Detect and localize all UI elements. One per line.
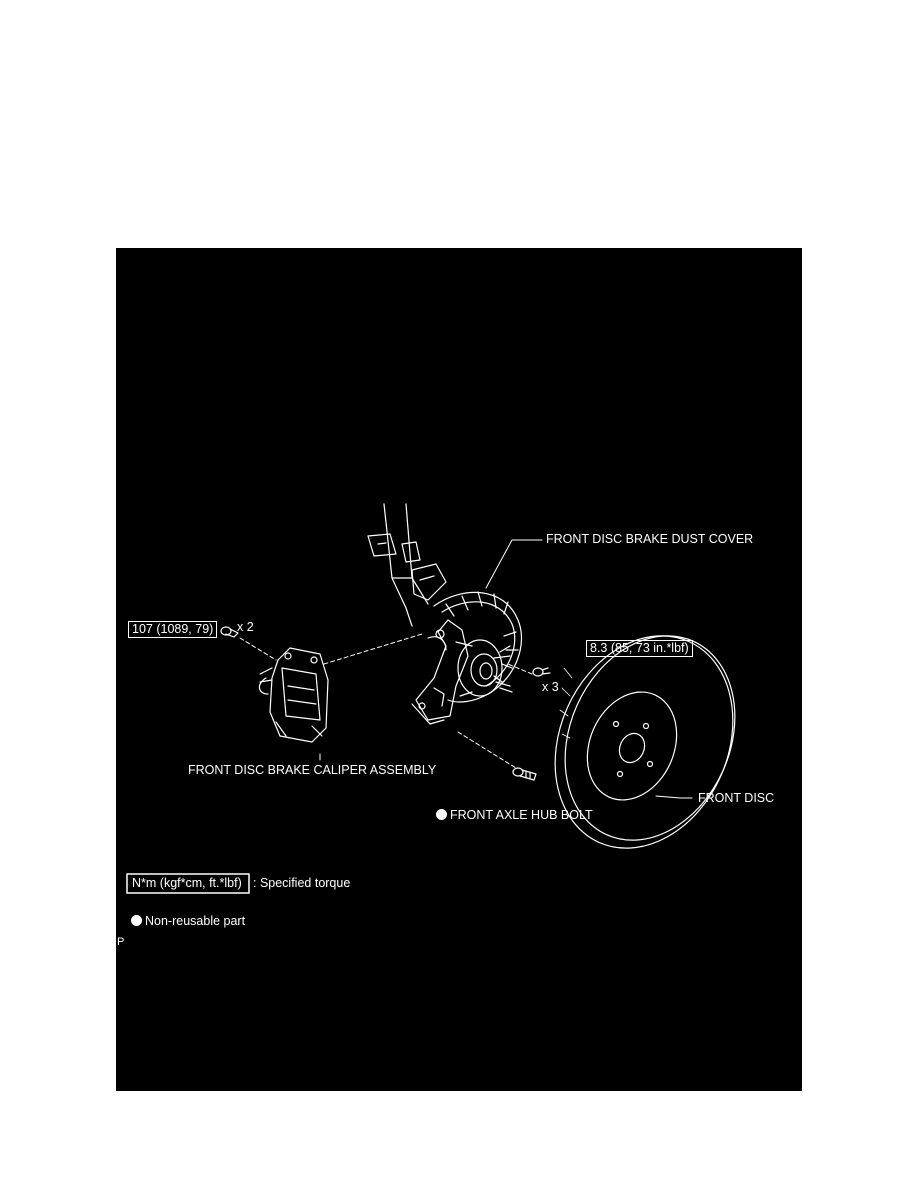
legend-nonreusable	[131, 914, 245, 929]
nonreusable-dot-icon	[131, 915, 142, 926]
exploded-view-drawing	[116, 248, 802, 1091]
steering-knuckle-drawing	[412, 620, 468, 724]
caliper-torque-spec: 107 (1089, 79)	[128, 621, 217, 638]
diagram-panel	[116, 248, 802, 1091]
figure-code: P	[117, 936, 125, 948]
axle-hub-drawing	[456, 640, 512, 696]
front-disc-label: FRONT DISC	[698, 791, 775, 805]
caliper-assembly-label: FRONT DISC BRAKE CALIPER ASSEMBLY	[188, 763, 437, 777]
legend-torque-description: : Specified torque	[253, 876, 351, 890]
caliper-drawing	[259, 648, 328, 742]
dust-cover-bolt-drawing	[533, 668, 550, 676]
strut-drawing	[368, 504, 446, 626]
legend-torque-units: N*m (kgf*cm, ft.*lbf)	[132, 876, 242, 890]
hub-bolt-label-text: FRONT AXLE HUB BOLT	[450, 808, 593, 822]
leader-lines	[320, 540, 692, 798]
dust-cover-label: FRONT DISC BRAKE DUST COVER	[546, 532, 754, 546]
caliper-bolt-drawing	[221, 627, 238, 637]
caliper-bolt-quantity: x 2	[237, 620, 254, 634]
dust-cover-torque-spec: 8.3 (85, 73 in.*lbf)	[586, 640, 693, 657]
hub-bolt-label	[436, 808, 593, 823]
legend-nonreusable-text: Non-reusable part	[145, 914, 246, 928]
hub-bolt-drawing	[513, 768, 536, 780]
nonreusable-dot-icon	[436, 809, 447, 820]
dust-cover-bolt-quantity: x 3	[542, 680, 559, 694]
